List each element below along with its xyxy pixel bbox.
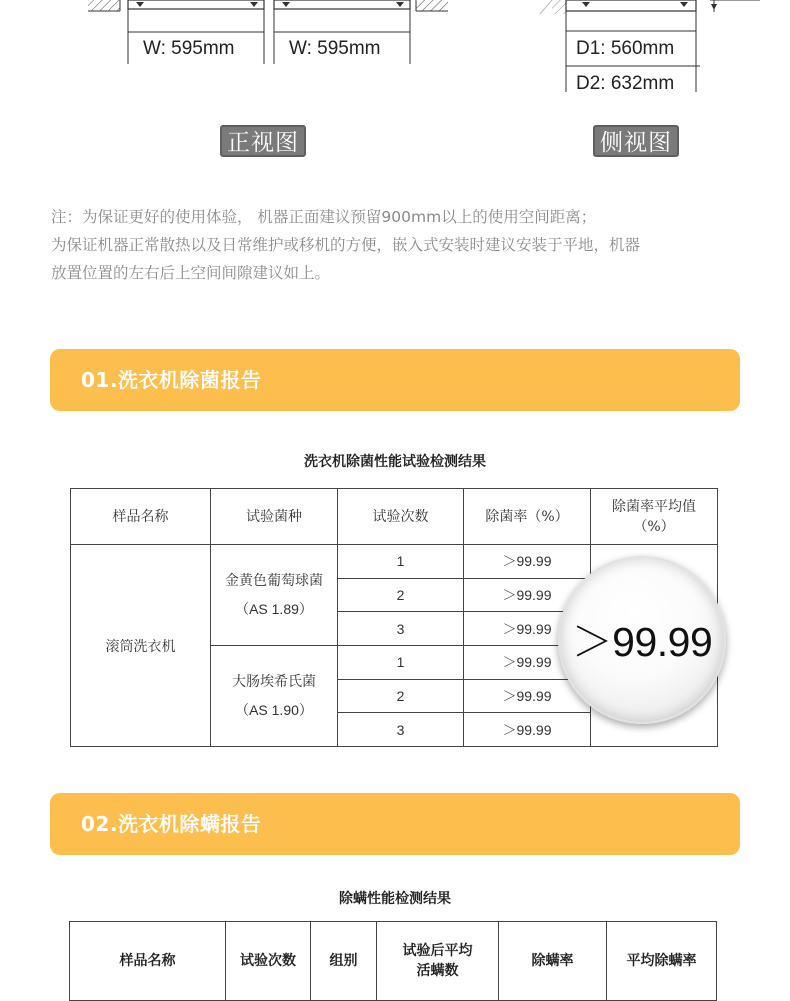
header-runs: 试验次数 bbox=[338, 489, 464, 545]
header-mites-line2: 活螨数 bbox=[416, 963, 459, 979]
section-title: 02.洗衣机除螨报告 bbox=[81, 812, 262, 836]
front-view-badge: 正视图 bbox=[220, 125, 306, 157]
note-line-3: 放置位置的左右后上空间间隙建议如上。 bbox=[51, 264, 331, 282]
machine-left-outline bbox=[128, 0, 264, 9]
run-cell: 1 bbox=[338, 646, 464, 680]
side-depth-d2: D2: 632mm bbox=[576, 73, 675, 94]
right-wall-hatch bbox=[416, 0, 448, 11]
rate-cell: ＞99.99 bbox=[464, 545, 591, 579]
run-cell: 3 bbox=[338, 612, 464, 646]
header-mites-after bbox=[377, 922, 499, 1001]
strain-cell bbox=[211, 545, 338, 646]
section-title: 01.洗衣机除菌报告 bbox=[81, 368, 262, 392]
dimension-diagram bbox=[0, 0, 790, 110]
header-average-mite-rate: 平均除螨率 bbox=[607, 922, 717, 1001]
strain-name: 大肠埃希氏菌 bbox=[232, 674, 316, 691]
header-runs: 试验次数 bbox=[226, 922, 311, 1001]
header-mite-rate: 除螨率 bbox=[499, 922, 607, 1001]
mite-results-table bbox=[69, 921, 717, 1001]
run-cell: 2 bbox=[338, 578, 464, 612]
header-rate: 除菌率（%） bbox=[464, 489, 591, 545]
header-average-line2: （%） bbox=[633, 518, 675, 535]
table-header-row bbox=[71, 489, 718, 545]
header-group: 组别 bbox=[311, 922, 377, 1001]
note-line-2: 为保证机器正常散热以及日常维护或移机的方便，嵌入式安装时建议安装于平地，机器 bbox=[51, 236, 641, 254]
rate-cell: ＞99.99 bbox=[464, 646, 591, 680]
side-view-badge: 侧视图 bbox=[593, 125, 679, 157]
front-width-right: W: 595mm bbox=[289, 38, 381, 59]
sample-name-cell: 滚筒洗衣机 bbox=[71, 545, 211, 747]
header-average-line1: 除菌率平均值 bbox=[612, 498, 696, 515]
header-sample: 样品名称 bbox=[71, 489, 211, 545]
installation-note bbox=[51, 203, 751, 287]
rate-cell: ＞99.99 bbox=[464, 578, 591, 612]
machine-right-outline bbox=[274, 0, 410, 9]
mite-table-title: 除螨性能检测结果 bbox=[339, 891, 451, 907]
section-banner-sterilization bbox=[50, 349, 740, 411]
note-line-1: 注：为保证更好的使用体验， 机器正面建议预留900mm以上的使用空间距离； bbox=[51, 208, 597, 226]
header-average bbox=[591, 489, 718, 545]
run-cell: 1 bbox=[338, 545, 464, 579]
sterilization-table-title: 洗衣机除菌性能试验检测结果 bbox=[304, 454, 486, 470]
run-cell: 2 bbox=[338, 679, 464, 713]
header-sample: 样品名称 bbox=[70, 922, 226, 1001]
front-width-left: W: 595mm bbox=[143, 38, 235, 59]
average-rate-value: ＞99.99 bbox=[571, 619, 713, 665]
strain-cell bbox=[211, 646, 338, 747]
rate-cell: ＞99.99 bbox=[464, 612, 591, 646]
strain-code: （AS 1.90） bbox=[235, 702, 313, 719]
left-wall-hatch bbox=[88, 0, 120, 11]
rate-cell: ＞99.99 bbox=[464, 679, 591, 713]
header-strain: 试验菌种 bbox=[211, 489, 338, 545]
average-rate-magnifier bbox=[558, 556, 726, 724]
strain-name: 金黄色葡萄球菌 bbox=[225, 573, 323, 590]
side-depth-d1: D1: 560mm bbox=[576, 38, 675, 59]
table-header-row bbox=[70, 922, 717, 1001]
strain-code: （AS 1.89） bbox=[235, 601, 313, 618]
rate-cell: ＞99.99 bbox=[464, 713, 591, 747]
header-mites-line1: 试验后平均 bbox=[402, 943, 473, 959]
run-cell: 3 bbox=[338, 713, 464, 747]
section-banner-mite-removal bbox=[50, 793, 740, 855]
